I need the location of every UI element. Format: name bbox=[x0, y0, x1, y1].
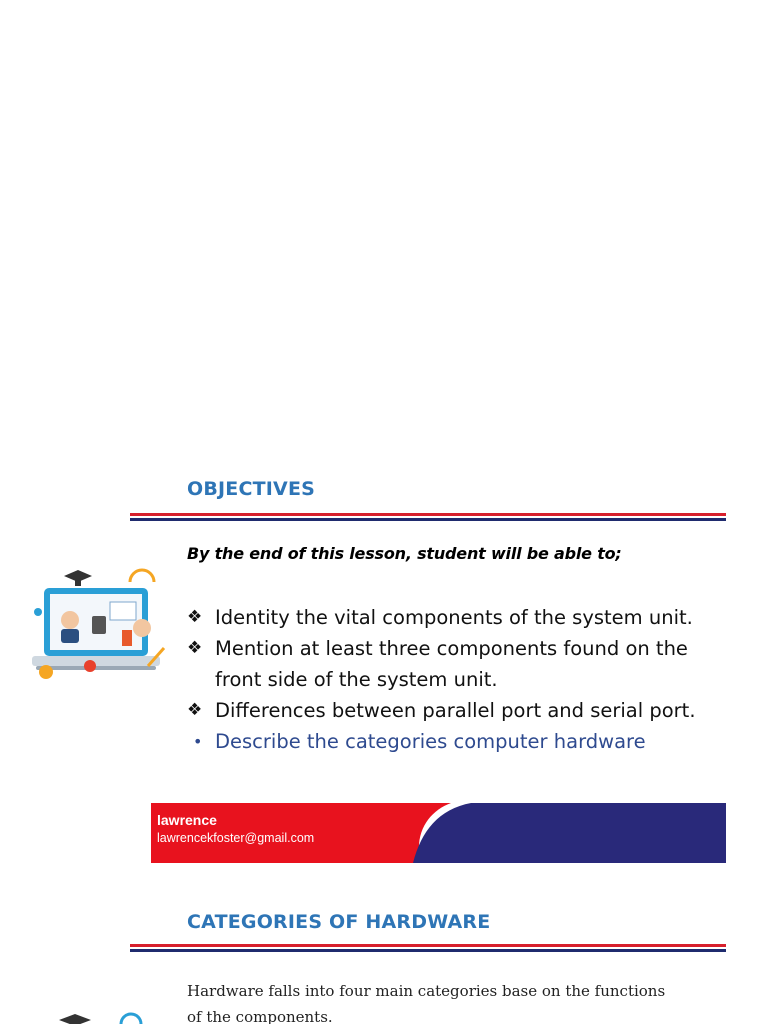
list-item: • Describe the categories computer hardware bbox=[187, 726, 707, 757]
author-name: lawrence bbox=[157, 812, 217, 828]
diamond-bullet-icon: ❖ bbox=[187, 607, 203, 627]
dot-bullet-icon: • bbox=[193, 732, 203, 751]
categories-slide bbox=[0, 870, 768, 1024]
objectives-slide bbox=[0, 440, 768, 870]
slide-heading: OBJECTIVES bbox=[187, 478, 316, 500]
graduation-cap-icon bbox=[55, 1010, 165, 1024]
heading-divider bbox=[130, 513, 726, 521]
slide-heading: CATEGORIES OF HARDWARE bbox=[187, 911, 491, 933]
diamond-bullet-icon: ❖ bbox=[187, 638, 203, 658]
heading-divider bbox=[130, 944, 726, 952]
computer-learning-icon bbox=[30, 568, 178, 691]
slide-body-text: Hardware falls into four main categories base on the functions of the components. bbox=[187, 982, 666, 1024]
lesson-intro: By the end of this lesson, student will be able to; bbox=[187, 544, 622, 563]
objectives-list bbox=[187, 602, 707, 757]
author-footer bbox=[151, 803, 726, 863]
list-item: ❖ Identity the vital components of the system unit. bbox=[187, 602, 707, 633]
list-item: ❖ Differences between parallel port and serial port. bbox=[187, 695, 707, 726]
diamond-bullet-icon: ❖ bbox=[187, 700, 203, 720]
author-email: lawrencekfoster@gmail.com bbox=[157, 831, 315, 845]
list-item: ❖ Mention at least three components found on the front side of the system unit. bbox=[187, 633, 707, 695]
